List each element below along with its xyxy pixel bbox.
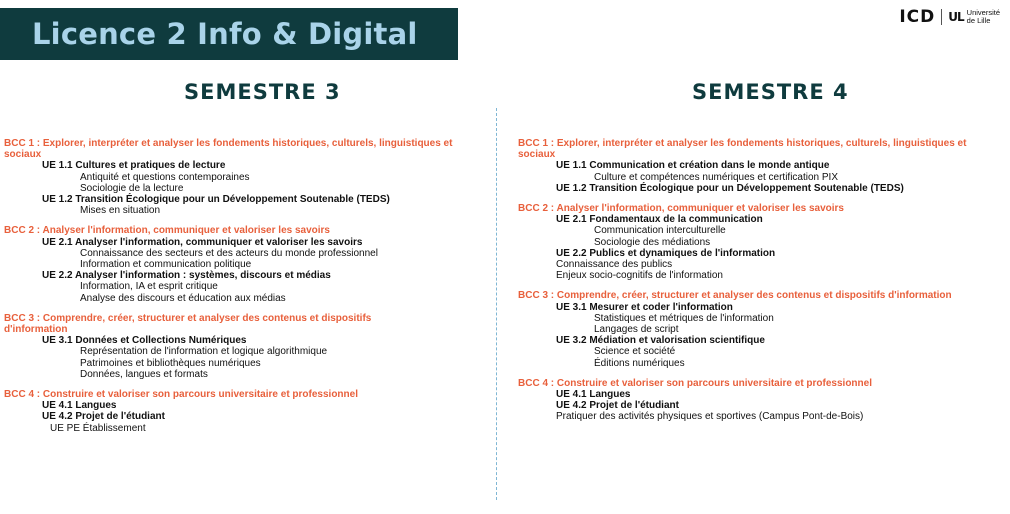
universite-de-lille-logo [948, 9, 1000, 25]
sem4-ue11: UE 1.1 Communication et création dans le monde antique [556, 160, 830, 172]
sem4-ue32-item2: Éditions numériques [594, 357, 685, 369]
sem4-bcc1-group [518, 138, 1003, 194]
sem4-ue21-item1: Communication interculturelle [594, 225, 726, 237]
sem3-ue31-item2: Patrimoines et bibliothèques numériques [80, 357, 261, 369]
sem4-ue41: UE 4.1 Langues [556, 389, 631, 401]
ul-logo-text [967, 9, 1000, 25]
sem3-bcc3-group [4, 313, 484, 380]
sem4-ue32-item1: Science et société [594, 346, 676, 358]
sem3-ue41: UE 4.1 Langues [42, 400, 117, 412]
sem4-bcc4-heading: BCC 4 : Construire et valoriser son parcours universitaire et professionnel [518, 377, 872, 389]
sem3-ue21: UE 2.1 Analyser l'information, communiquer et valoriser les savoirs [42, 236, 363, 248]
sem3-ue11-item2: Sociologie de la lecture [80, 182, 184, 194]
sem3-bcc1-group [4, 138, 484, 216]
sem4-ue21: UE 2.1 Fondamentaux de la communication [556, 214, 763, 226]
sem4-ue12: UE 1.2 Transition Écologique pour un Développement Soutenable (TEDS) [556, 182, 904, 194]
sem4-ue22-item1: Connaissance des publics [556, 259, 673, 271]
semester-4-column [518, 138, 1003, 432]
semester-3-title: SEMESTRE 3 [184, 80, 341, 104]
sem4-ue11-item1: Culture et compétences numériques et certification PIX [594, 171, 839, 183]
sem3-ue31-item3: Données, langues et formats [80, 368, 208, 380]
sem3-bcc2-heading: BCC 2 : Analyser l'information, communiquer et valoriser les savoirs [4, 225, 330, 237]
title-banner [0, 8, 458, 60]
sem3-ue21-item2: Information et communication politique [80, 259, 252, 271]
ul-logo-mark: UL [948, 10, 964, 24]
sem4-ue22-item2: Enjeux socio-cognitifs de l'information [556, 270, 723, 282]
sem3-ue21-item1: Connaissance des secteurs et des acteurs du monde professionnel [80, 247, 378, 259]
logos [899, 7, 1000, 27]
sem4-bcc2-group [518, 203, 1003, 281]
sem4-bcc1-heading: BCC 1 : Explorer, interpréter et analyser les fondements historiques, culturels, linguistiques et sociaux [518, 138, 967, 161]
sem4-ue31-item1: Statistiques et métriques de l'information [594, 312, 774, 324]
sem4-bcc3-group [518, 290, 1003, 368]
sem4-ue21-item2: Sociologie des médiations [594, 236, 711, 248]
sem4-ue42: UE 4.2 Projet de l'étudiant [556, 400, 679, 412]
sem3-ue12: UE 1.2 Transition Écologique pour un Développement Soutenable (TEDS) [42, 194, 390, 206]
sem4-ue32: UE 3.2 Médiation et valorisation scientifique [556, 335, 765, 347]
column-divider [496, 108, 497, 500]
sem4-ue42-item1: Pratiquer des activités physiques et sportives (Campus Pont-de-Bois) [556, 411, 864, 423]
semester-3-column [4, 138, 484, 443]
sem3-bcc4-group [4, 389, 484, 434]
sem3-ue22-item1: Information, IA et esprit critique [80, 281, 218, 293]
sem3-ue31: UE 3.1 Données et Collections Numériques [42, 335, 247, 347]
sem3-ue31-item1: Représentation de l'information et logique algorithmique [80, 346, 328, 358]
sem3-bcc3-heading: BCC 3 : Comprendre, créer, structurer et analyser des contenus et dispositifs d'information [4, 312, 372, 336]
sem3-ue11: UE 1.1 Cultures et pratiques de lecture [42, 160, 226, 172]
sem4-ue22: UE 2.2 Publics et dynamiques de l'information [556, 247, 776, 259]
sem3-ue42: UE 4.2 Projet de l'étudiant [42, 411, 165, 423]
sem3-ue11-item1: Antiquité et questions contemporaines [80, 171, 250, 183]
logo-separator [941, 9, 942, 25]
sem4-ue31: UE 3.1 Mesurer et coder l'information [556, 301, 733, 313]
sem3-ue42-item1: UE PE Établissement [50, 422, 146, 434]
sem4-ue31-item2: Langages de script [594, 324, 679, 336]
sem3-bcc2-group [4, 225, 484, 303]
sem4-bcc3-heading: BCC 3 : Comprendre, créer, structurer et analyser des contenus et dispositifs d'information [518, 290, 952, 302]
sem3-bcc1-heading: BCC 1 : Explorer, interpréter et analyser les fondements historiques, culturels, linguistiques et sociaux [4, 138, 453, 161]
page-title: Licence 2 Info & Digital [32, 17, 418, 51]
sem4-bcc4-group [518, 378, 1003, 423]
sem3-ue22-item2: Analyse des discours et éducation aux médias [80, 292, 286, 304]
semester-4-title: SEMESTRE 4 [692, 80, 849, 104]
ul-logo-line2: de Lille [966, 16, 991, 25]
ul-logo-line1: Université [966, 8, 1000, 17]
sem3-ue12-item1: Mises en situation [80, 205, 161, 217]
sem3-ue22: UE 2.2 Analyser l'information : systèmes, discours et médias [42, 270, 331, 282]
sem4-bcc2-heading: BCC 2 : Analyser l'information, communiquer et valoriser les savoirs [518, 203, 844, 215]
sem3-bcc4-heading: BCC 4 : Construire et valoriser son parcours universitaire et professionnel [4, 389, 358, 401]
icd-logo: ICD [899, 7, 936, 27]
